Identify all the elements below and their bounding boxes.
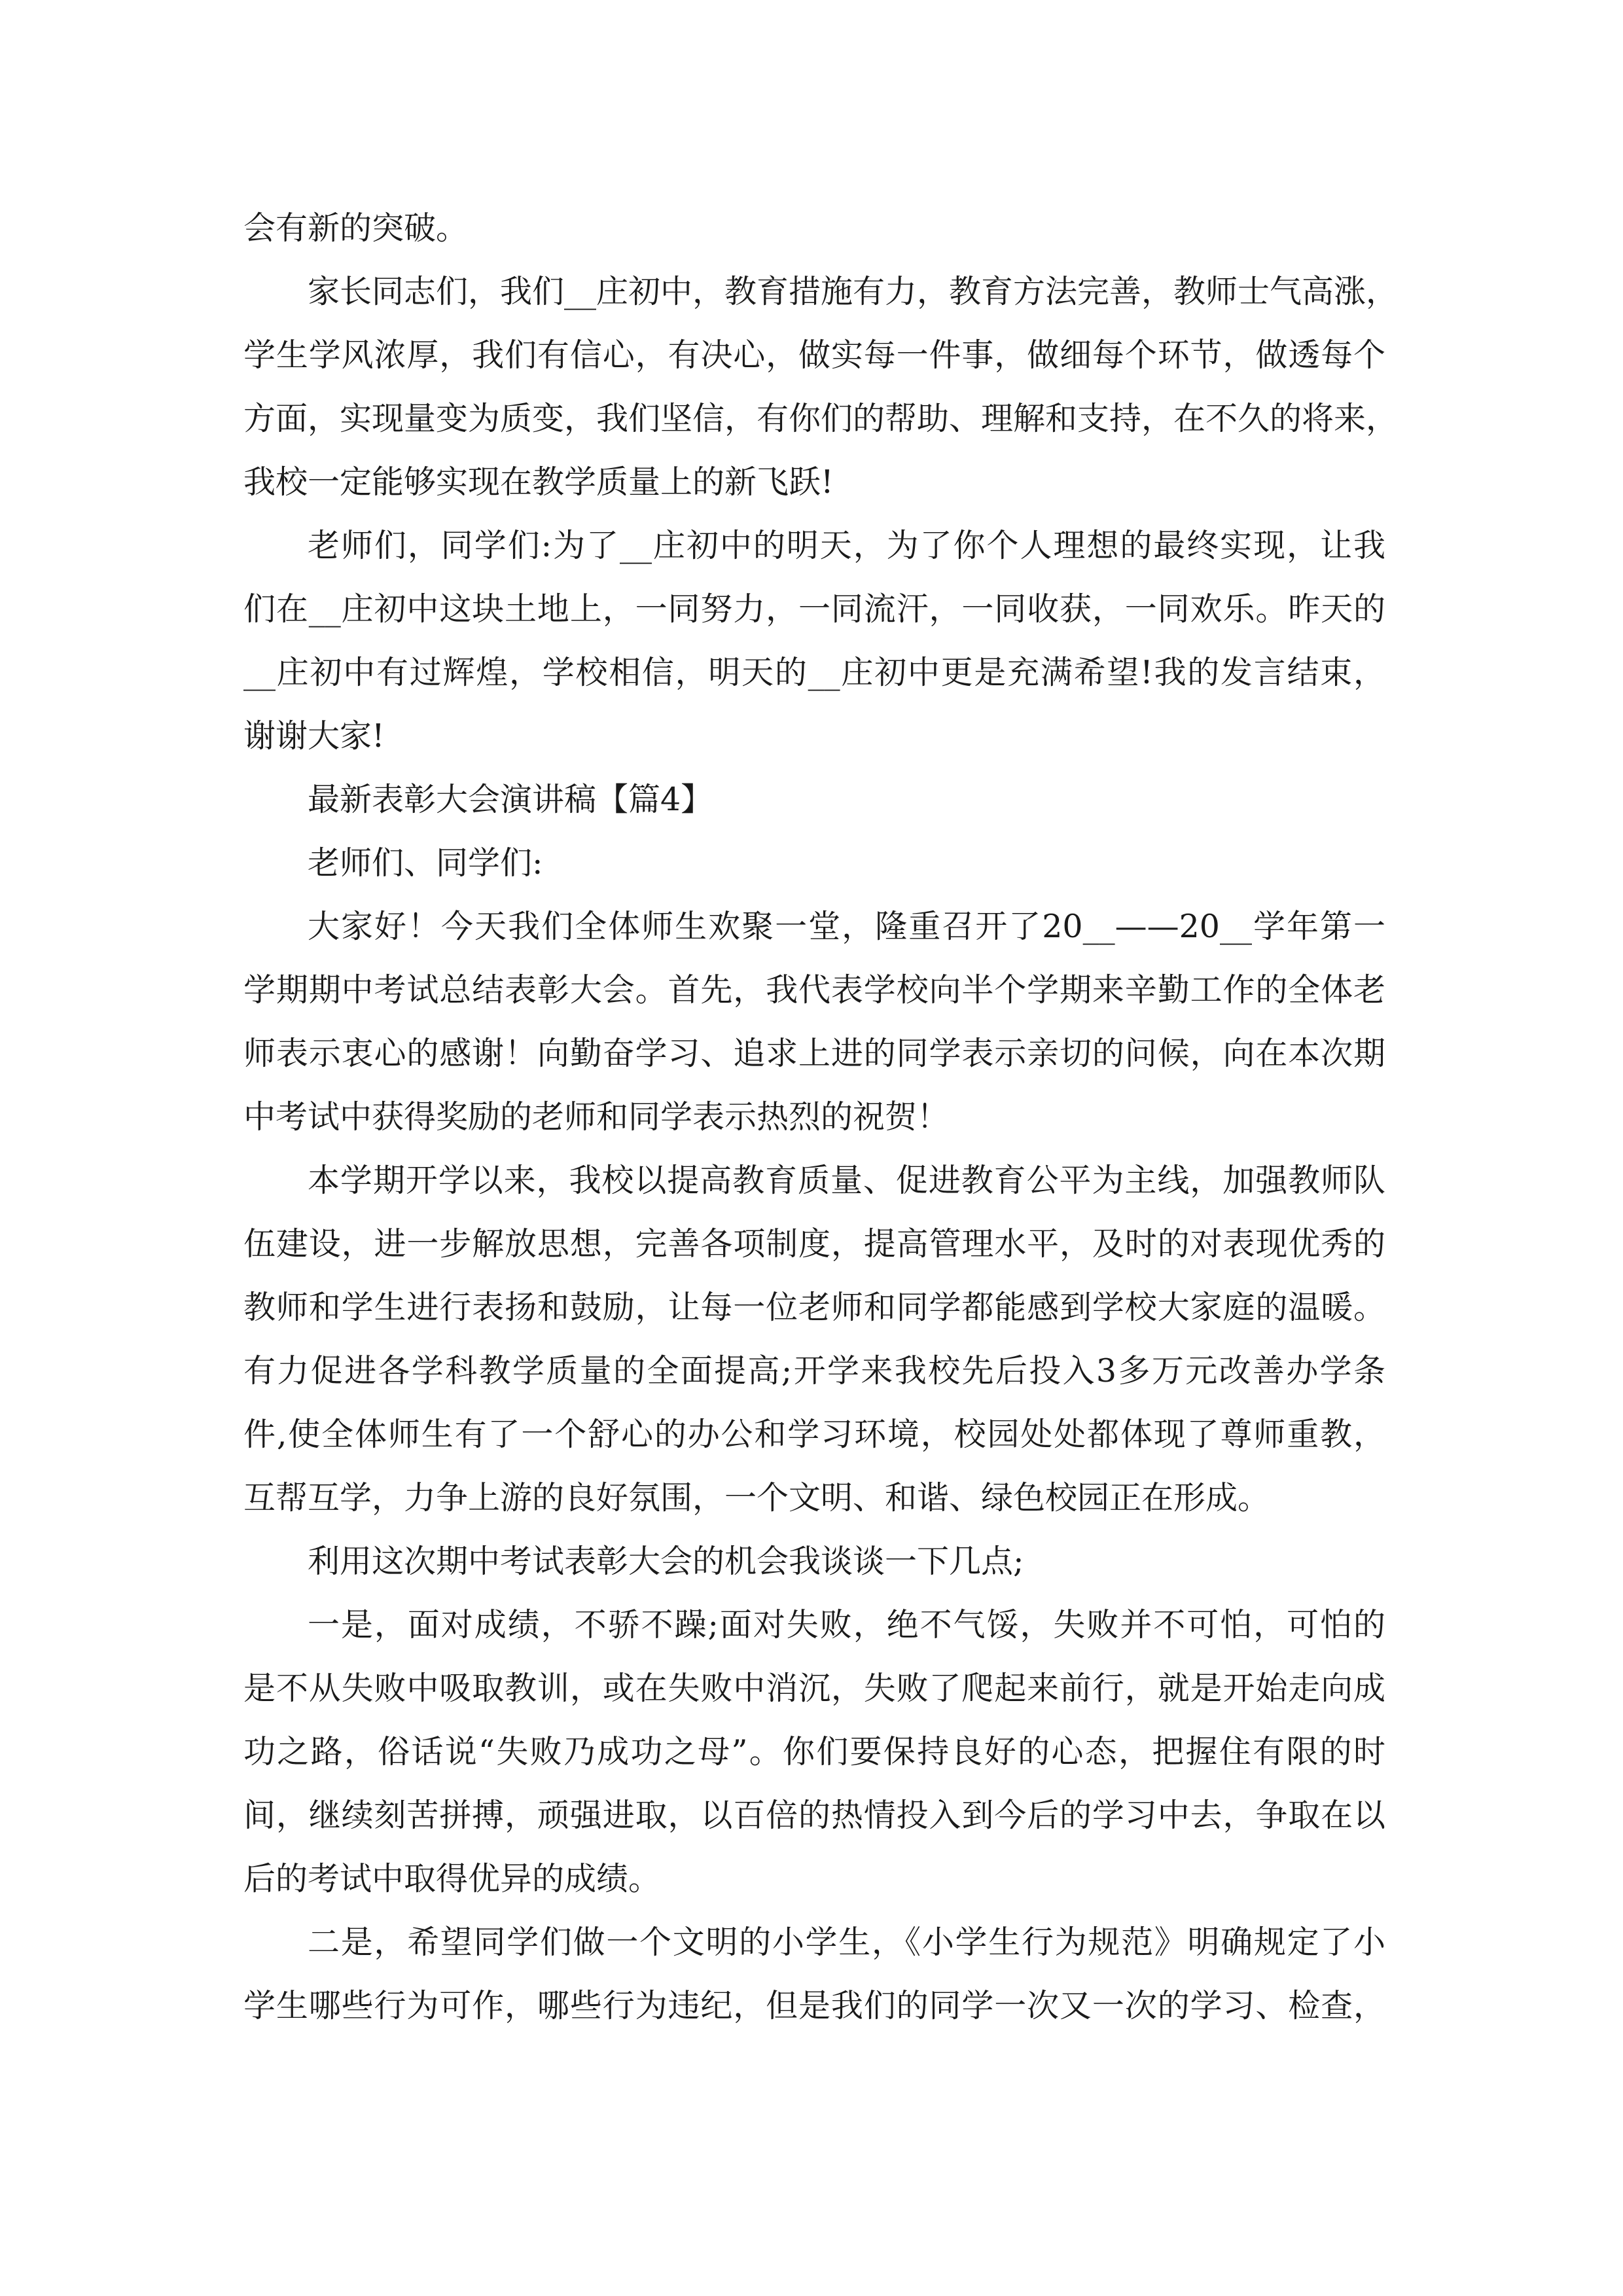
text-line: 师表示衷心的感谢！向勤奋学习、追求上进的同学表示亲切的问候，向在本次期	[243, 1035, 1385, 1072]
text-line: 会有新的突破。	[243, 209, 469, 247]
text-line: 学生哪些行为可作，哪些行为违纪，但是我们的同学一次又一次的学习、检查，	[243, 1987, 1385, 2024]
text-line: 教师和学生进行表扬和鼓励，让每一位老师和同学都能感到学校大家庭的温暖。	[243, 1289, 1385, 1326]
text-line: __庄初中有过辉煌，学校相信，明天的__庄初中更是充满希望!我的发言结束，	[243, 654, 1385, 691]
text-line: 后的考试中取得优异的成绩。	[243, 1860, 661, 1897]
text-line: 学期期中考试总结表彰大会。首先，我代表学校向半个学期来辛勤工作的全体老	[243, 971, 1385, 1009]
text-line: 间，继续刻苦拼搏，顽强进取，以百倍的热情投入到今后的学习中去，争取在以	[243, 1797, 1385, 1834]
text-line: 是不从失败中吸取教训，或在失败中消沉，失败了爬起来前行，就是开始走向成	[243, 1670, 1385, 1707]
document-body	[243, 196, 1399, 2037]
text-line: 方面，实现量变为质变，我们坚信，有你们的帮助、理解和支持，在不久的将来，	[243, 400, 1399, 437]
text-line: 二是，希望同学们做一个文明的小学生，《小学生行为规范》明确规定了小	[308, 1924, 1385, 1961]
text-line: 伍建设，进一步解放思想，完善各项制度，提高管理水平，及时的对表现优秀的	[243, 1225, 1385, 1263]
text-line: 利用这次期中考试表彰大会的机会我谈谈一下几点;	[308, 1543, 1024, 1580]
text-line: 大家好！今天我们全体师生欢聚一堂，隆重召开了20__——20__学年第一	[308, 908, 1385, 945]
salutation: 老师们、同学们:	[308, 844, 543, 882]
section-heading: 最新表彰大会演讲稿【篇4】	[308, 781, 713, 818]
text-line: 谢谢大家!	[243, 717, 385, 755]
text-line: 学生学风浓厚，我们有信心，有决心，做实每一件事，做细每个环节，做透每个	[243, 336, 1385, 374]
text-line: 一是，面对成绩，不骄不躁;面对失败，绝不气馁，失败并不可怕，可怕的	[308, 1606, 1385, 1643]
text-line: 中考试中获得奖励的老师和同学表示热烈的祝贺！	[243, 1098, 950, 1136]
text-line: 我校一定能够实现在教学质量上的新飞跃!	[243, 463, 834, 501]
text-line: 本学期开学以来，我校以提高教育质量、促进教育公平为主线，加强教师队	[308, 1162, 1385, 1199]
text-line: 有力促进各学科教学质量的全面提高;开学来我校先后投入3多万元改善办学条	[243, 1352, 1385, 1390]
text-line: 功之路，俗话说“失败乃成功之母”。你们要保持良好的心态，把握住有限的时	[243, 1733, 1385, 1770]
text-line: 们在__庄初中这块土地上，一同努力，一同流汗，一同收获，一同欢乐。昨天的	[243, 590, 1385, 628]
text-line: 老师们，同学们:为了__庄初中的明天，为了你个人理想的最终实现，让我	[308, 527, 1385, 564]
text-line: 互帮互学，力争上游的良好氛围，一个文明、和谐、绿色校园正在形成。	[243, 1479, 1270, 1516]
text-line: 家长同志们，我们__庄初中，教育措施有力，教育方法完善，教师士气高涨，	[308, 273, 1399, 310]
text-line: 件,使全体师生有了一个舒心的办公和学习环境，校园处处都体现了尊师重教，	[243, 1416, 1385, 1453]
